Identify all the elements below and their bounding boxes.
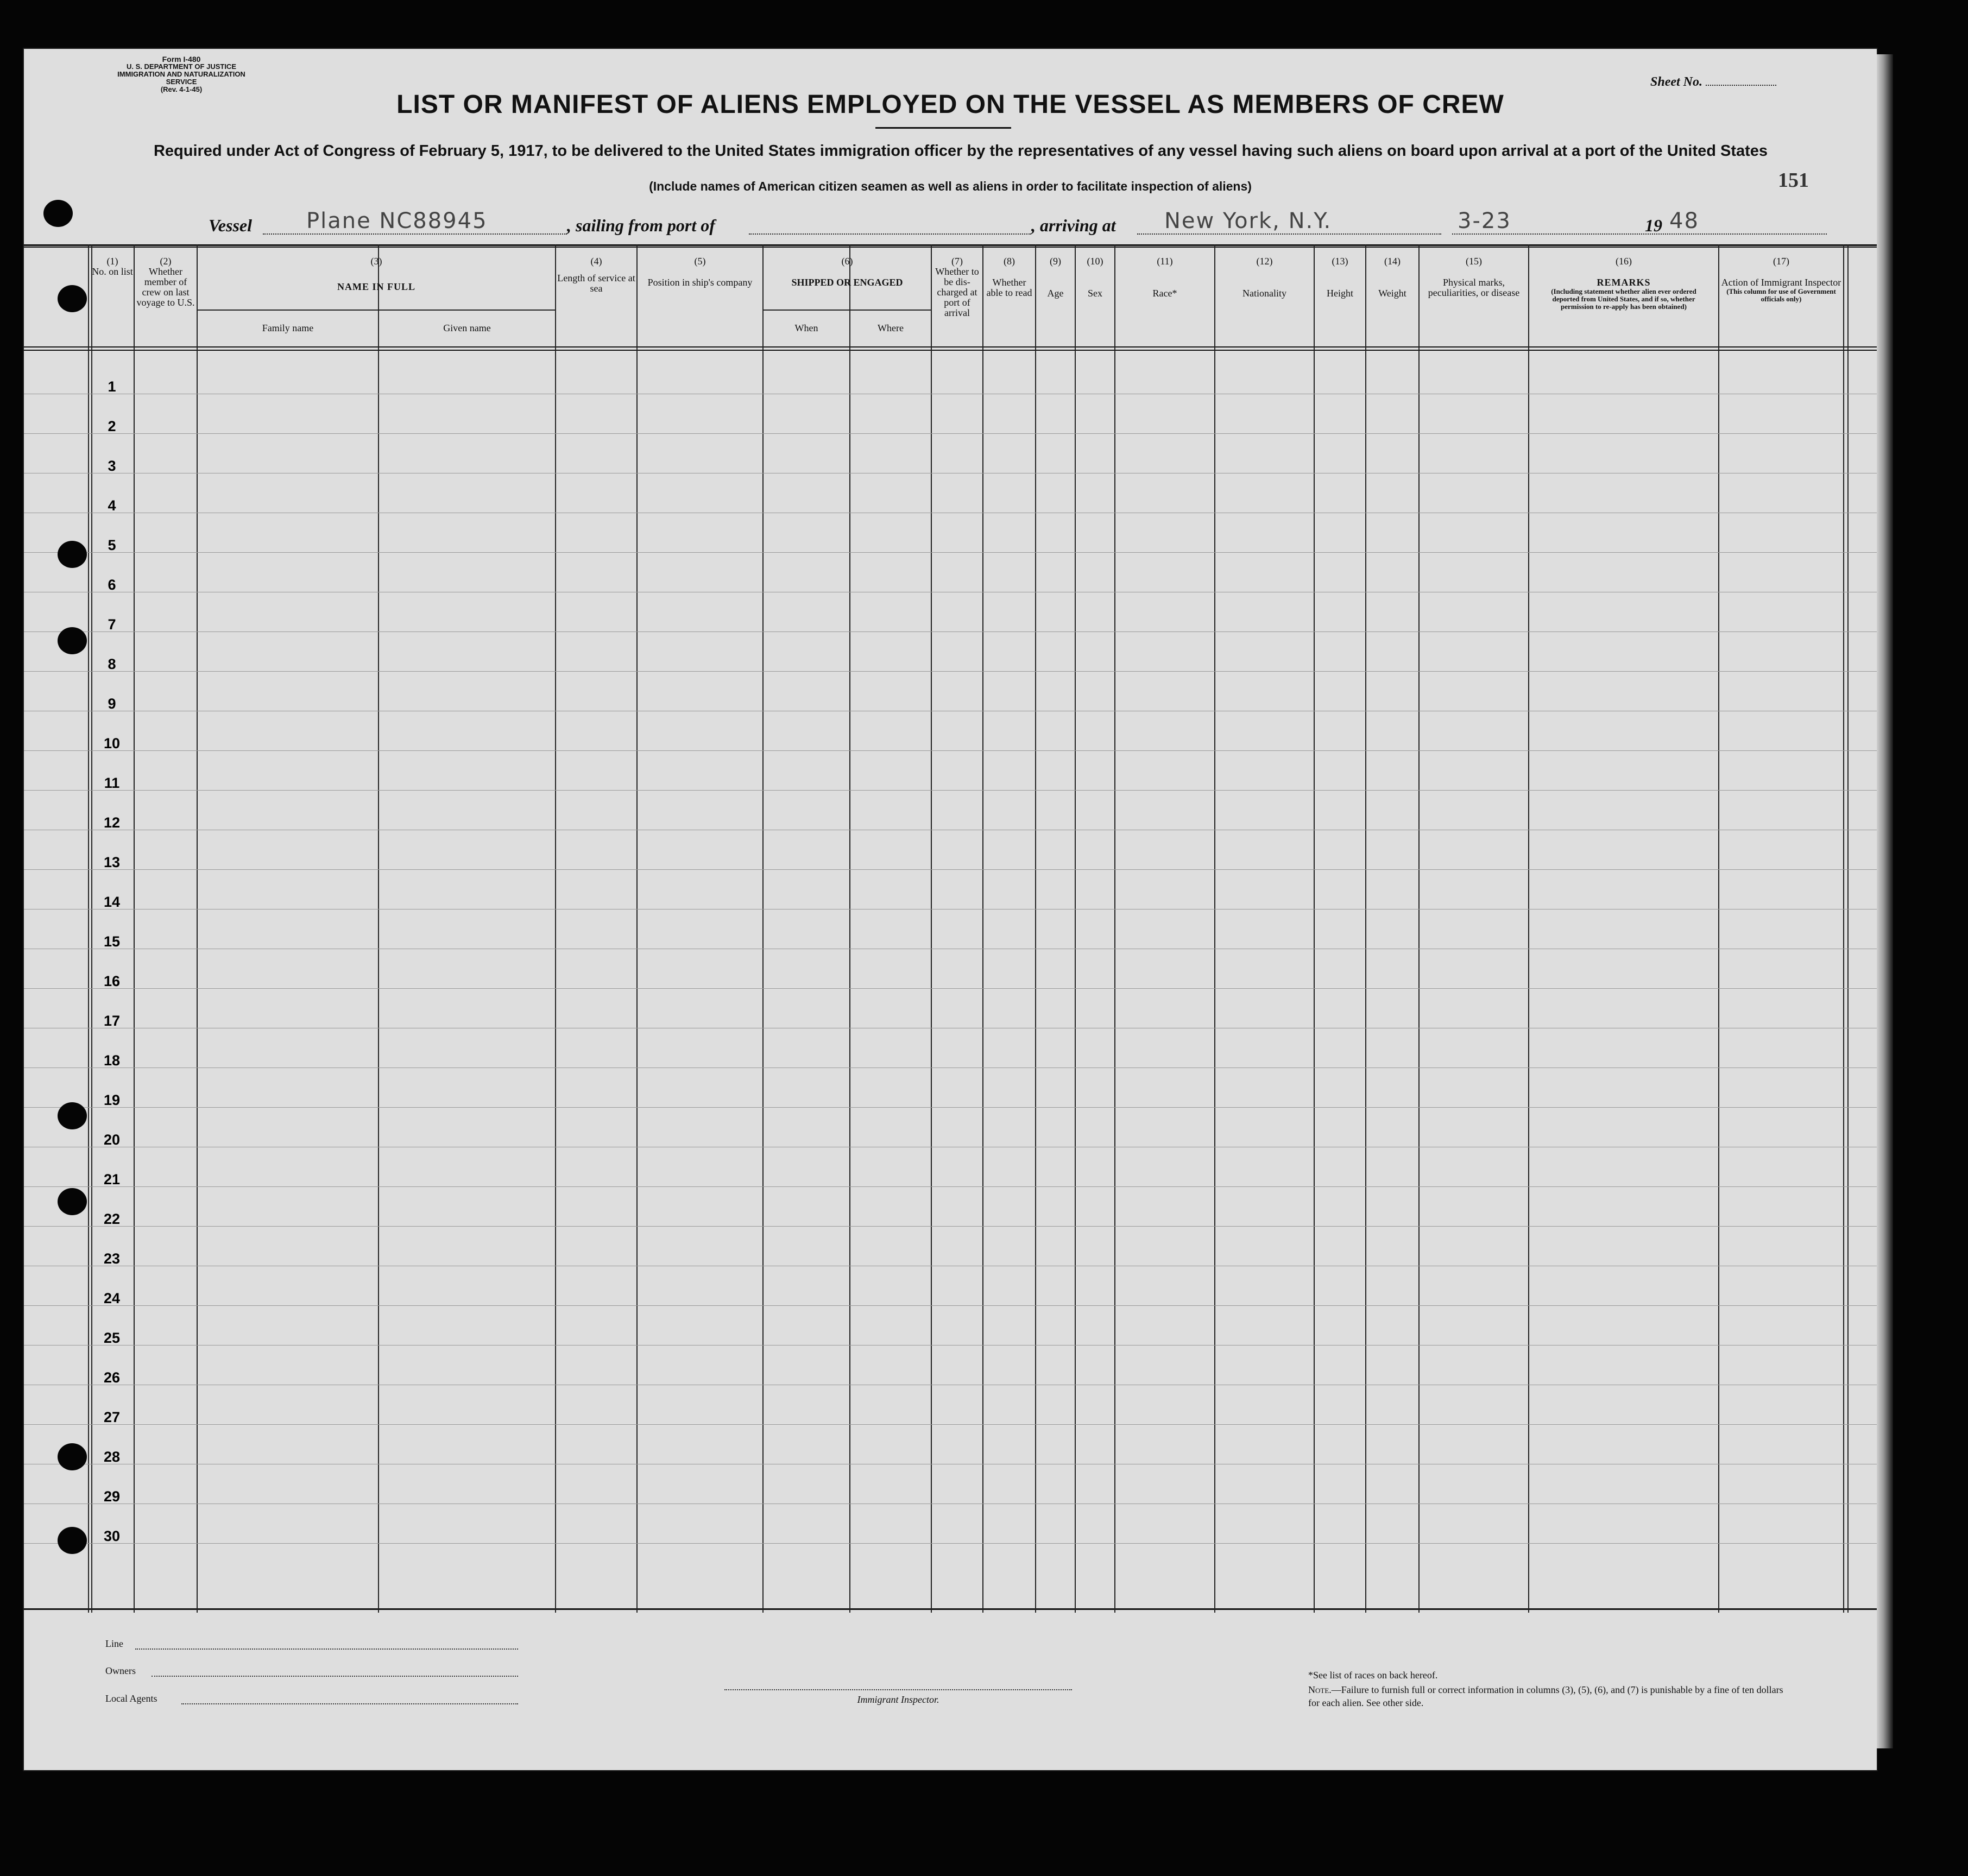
col-header-given-name: Given name — [443, 323, 491, 333]
requirement-text: Required under Act of Congress of February 5, 1917, to be delivered to the United States immigration officer by the representatives of any vessel having such aliens on board upon arrival at a port of the United States — [153, 142, 1768, 160]
row-number: 23 — [103, 1250, 121, 1267]
col-header-position: (5) Position in ship's company — [647, 256, 753, 288]
col-header-last-voyage: (2) Whether member of crew on last voyage to U.S. — [136, 256, 195, 308]
row-number: 3 — [108, 457, 116, 474]
col-header-age: (9) Age — [1047, 256, 1064, 299]
service-name: IMMIGRATION AND NATURALIZATION SERVICE — [117, 70, 245, 86]
punch-hole — [58, 285, 87, 312]
col-header-race: (11) Race* — [1152, 256, 1177, 299]
sheet-label: Sheet No. — [1650, 75, 1702, 89]
col-header-family-name: Family name — [262, 323, 314, 333]
col-header-physical-marks: (15) Physical marks, peculiarities, or disease — [1428, 256, 1520, 298]
owners-label: Owners — [105, 1665, 136, 1676]
punch-hole — [58, 1527, 87, 1554]
row-number: 16 — [103, 972, 121, 989]
row-number: 18 — [103, 1052, 121, 1069]
table-row-rule — [24, 1424, 1877, 1425]
col-header-name: (3) NAME IN FULL — [337, 256, 415, 292]
vessel-label: Vessel — [209, 216, 252, 235]
row-number: 4 — [108, 497, 116, 514]
punch-hole — [58, 541, 87, 568]
arriving-value: New York, N.Y. — [1164, 209, 1332, 233]
row-number: 13 — [103, 854, 121, 870]
row-number: 25 — [103, 1329, 121, 1346]
table-row-rule — [24, 790, 1877, 791]
col-header-service: (4) Length of service at sea — [557, 256, 635, 294]
row-number: 2 — [108, 418, 116, 434]
table-row-rule — [24, 988, 1877, 989]
table-row-rule — [24, 1543, 1877, 1544]
crew-table — [24, 244, 1877, 1613]
table-row-rule — [24, 1107, 1877, 1108]
sailing-label: , sailing from port of — [567, 216, 715, 235]
table-row-rule — [24, 631, 1877, 632]
sheet-number-field — [1650, 75, 1776, 90]
row-number: 17 — [103, 1012, 121, 1029]
row-number: 12 — [103, 814, 121, 831]
line-label: Line — [105, 1638, 123, 1649]
row-number: 5 — [108, 536, 116, 553]
col-header-inspector-action: (17) Action of Immigrant Inspector (This column for use of Government officials only) — [1721, 256, 1841, 303]
col-header-weight: (14) Weight — [1378, 256, 1406, 299]
row-number: 30 — [103, 1527, 121, 1544]
punch-hole — [58, 1443, 87, 1470]
table-row-rule — [24, 750, 1877, 751]
table-row-rule — [24, 869, 1877, 870]
table-row-rule — [24, 1186, 1877, 1187]
year-prefix: 19 — [1645, 216, 1662, 235]
row-number: 19 — [103, 1091, 121, 1108]
col-header-height: (13) Height — [1327, 256, 1353, 299]
col-header-where: Where — [878, 323, 904, 333]
row-number: 28 — [103, 1448, 121, 1465]
row-number: 8 — [108, 655, 116, 672]
col-header-nationality: (12) Nationality — [1242, 256, 1286, 299]
local-agents-label: Local Agents — [105, 1693, 157, 1704]
form-number: Form I-480 — [162, 55, 201, 64]
include-note: (Include names of American citizen seamen as well as aliens in order to facilitate inspection of aliens) — [649, 179, 1252, 193]
form-revision: (Rev. 4-1-45) — [160, 85, 203, 93]
col-header-remarks: (16) REMARKS (Including statement whether alien ever ordered deported from United States, and if so, whether permission to re-apply has been obtained) — [1551, 256, 1696, 311]
inspector-label: Immigrant Inspector. — [857, 1694, 939, 1705]
vessel-value: Plane NC88945 — [306, 209, 488, 233]
row-number: 26 — [103, 1369, 121, 1386]
row-number: 10 — [103, 735, 121, 751]
title-underline — [875, 127, 1011, 129]
punch-hole — [58, 627, 87, 654]
col-header-shipped: (6) SHIPPED OR ENGAGED — [791, 256, 903, 288]
penalty-note: Note.—Failure to furnish full or correct information in columns (3), (5), (6), and (7) is punishable by a fine of ten dollars for each alien. See other side. — [1308, 1684, 1783, 1708]
row-number: 29 — [103, 1488, 121, 1505]
row-number: 14 — [103, 893, 121, 910]
manifest-page — [24, 49, 1877, 1770]
col-header-sex: (10) Sex — [1087, 256, 1103, 299]
table-row-rule — [24, 552, 1877, 553]
table-row-rule — [24, 671, 1877, 672]
punch-hole — [58, 1188, 87, 1215]
col-header-read: (8) Whether able to read — [986, 256, 1032, 298]
table-row-rule — [24, 1305, 1877, 1306]
vessel-line — [209, 206, 1751, 239]
row-number: 9 — [108, 695, 116, 712]
form-identifier — [105, 55, 257, 93]
row-number: 20 — [103, 1131, 121, 1148]
row-number: 21 — [103, 1171, 121, 1187]
punch-hole — [58, 1102, 87, 1129]
col-header-no: (1) No. on list — [92, 256, 133, 277]
table-row-rule — [24, 1345, 1877, 1346]
race-note: *See list of races on back hereof. — [1308, 1670, 1438, 1681]
row-number: 22 — [103, 1210, 121, 1227]
date-value: 3-23 — [1458, 209, 1511, 233]
row-number: 15 — [103, 933, 121, 950]
table-row-rule — [24, 1226, 1877, 1227]
department-name: U. S. DEPARTMENT OF JUSTICE — [127, 62, 236, 71]
col-header-discharged: (7) Whether to be dis-charged at port of arrival — [935, 256, 979, 318]
page-title: LIST OR MANIFEST OF ALIENS EMPLOYED ON THE VESSEL AS MEMBERS OF CREW — [396, 90, 1504, 119]
row-number: 1 — [108, 378, 116, 395]
row-number: 27 — [103, 1408, 121, 1425]
col-header-when: When — [794, 323, 818, 333]
table-row-rule — [24, 433, 1877, 434]
punch-hole — [43, 200, 73, 227]
row-number: 11 — [104, 774, 120, 791]
row-number: 24 — [103, 1290, 121, 1306]
row-number: 7 — [108, 616, 116, 633]
row-number: 6 — [108, 576, 116, 593]
page-stamp: 151 — [1778, 169, 1809, 192]
year-value: 48 — [1669, 209, 1699, 233]
arriving-label: , arriving at — [1031, 216, 1116, 235]
